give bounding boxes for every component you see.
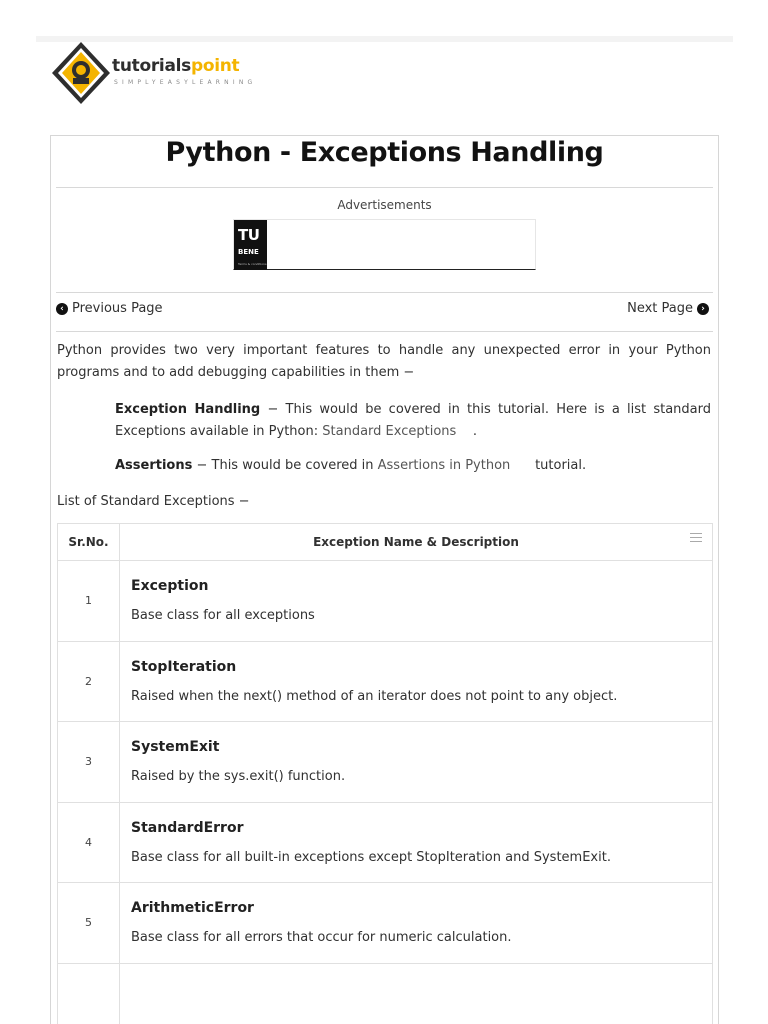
divider bbox=[56, 187, 713, 188]
ad-logo-fine: Terms & conditions bbox=[238, 262, 267, 266]
row-content bbox=[120, 641, 713, 722]
exception-handling-tail: . bbox=[472, 424, 477, 439]
table-row bbox=[58, 561, 713, 642]
previous-page-link[interactable] bbox=[56, 301, 163, 316]
row-content bbox=[120, 963, 713, 1024]
row-number: 3 bbox=[58, 722, 120, 803]
ad-banner[interactable] bbox=[233, 219, 536, 270]
table-header-description bbox=[120, 524, 713, 561]
exception-description: Base class for all errors that occur for numeric calculation. bbox=[131, 930, 512, 946]
exception-handling-title: Exception Handling bbox=[115, 402, 261, 417]
assertions-title: Assertions bbox=[115, 458, 193, 473]
intro-paragraph: Python provides two very important features to handle any unexpected error in your Python programs and to add debugging capabilities in them − bbox=[57, 343, 711, 380]
next-page-link[interactable] bbox=[627, 301, 709, 316]
exception-handling-text: − This would be covered in this tutorial. Here is a list standard Exceptions available in Python: bbox=[115, 402, 711, 439]
next-page-label: Next Page bbox=[627, 301, 693, 316]
table-row bbox=[58, 963, 713, 1024]
circle-arrow-right-icon: › bbox=[697, 303, 709, 315]
table-row bbox=[58, 802, 713, 883]
row-number bbox=[58, 963, 120, 1024]
list-heading: List of Standard Exceptions − bbox=[57, 494, 250, 509]
row-content bbox=[120, 883, 713, 964]
divider bbox=[56, 292, 713, 293]
row-content bbox=[120, 802, 713, 883]
assertions-tail: tutorial. bbox=[535, 458, 587, 473]
exception-name: Exception bbox=[131, 578, 209, 595]
exceptions-table bbox=[57, 523, 713, 1024]
ad-logo-text: TU bbox=[238, 226, 260, 244]
table-row bbox=[58, 883, 713, 964]
row-content bbox=[120, 722, 713, 803]
assertions-item bbox=[115, 455, 711, 477]
assertions-link[interactable]: Assertions in Python bbox=[377, 458, 511, 473]
logo-tagline: SIMPLYEASYLEARNING bbox=[114, 79, 257, 86]
ad-logo bbox=[234, 220, 267, 270]
logo-word-a: tutorials bbox=[112, 56, 191, 76]
exception-description: Raised by the sys.exit() function. bbox=[131, 769, 346, 785]
exception-name: SystemExit bbox=[131, 739, 220, 756]
divider bbox=[56, 331, 713, 332]
exception-description: Raised when the next() method of an iterator does not point to any object. bbox=[131, 688, 618, 704]
row-number: 1 bbox=[58, 561, 120, 642]
table-header-description-label: Exception Name & Description bbox=[313, 535, 519, 549]
exception-description: Base class for all built-in exceptions except StopIteration and SystemExit. bbox=[131, 849, 611, 865]
row-number: 5 bbox=[58, 883, 120, 964]
logo-diamond-icon bbox=[50, 40, 112, 106]
assertions-text: − This would be covered in bbox=[192, 458, 378, 473]
logo-wordmark bbox=[112, 56, 239, 76]
page-title: Python - Exceptions Handling bbox=[165, 137, 604, 168]
site-logo[interactable] bbox=[50, 40, 280, 106]
table-row bbox=[58, 641, 713, 722]
exception-name: StandardError bbox=[131, 819, 244, 836]
logo-word-b: point bbox=[190, 56, 240, 76]
ad-logo-sub: BENE bbox=[238, 248, 259, 256]
table-header-srno: Sr.No. bbox=[58, 524, 120, 561]
exception-name: ArithmeticError bbox=[131, 900, 254, 917]
row-content bbox=[120, 561, 713, 642]
table-row bbox=[58, 722, 713, 803]
exception-handling-item bbox=[115, 399, 711, 443]
exception-name: StopIteration bbox=[131, 658, 237, 675]
row-number: 4 bbox=[58, 802, 120, 883]
row-number: 2 bbox=[58, 641, 120, 722]
previous-page-label: Previous Page bbox=[72, 301, 163, 316]
circle-arrow-left-icon: ‹ bbox=[56, 303, 68, 315]
exception-description: Base class for all exceptions bbox=[131, 608, 315, 624]
ads-label: Advertisements bbox=[337, 198, 432, 212]
standard-exceptions-link[interactable]: Standard Exceptions bbox=[322, 424, 457, 439]
hamburger-menu-icon[interactable] bbox=[690, 533, 702, 545]
